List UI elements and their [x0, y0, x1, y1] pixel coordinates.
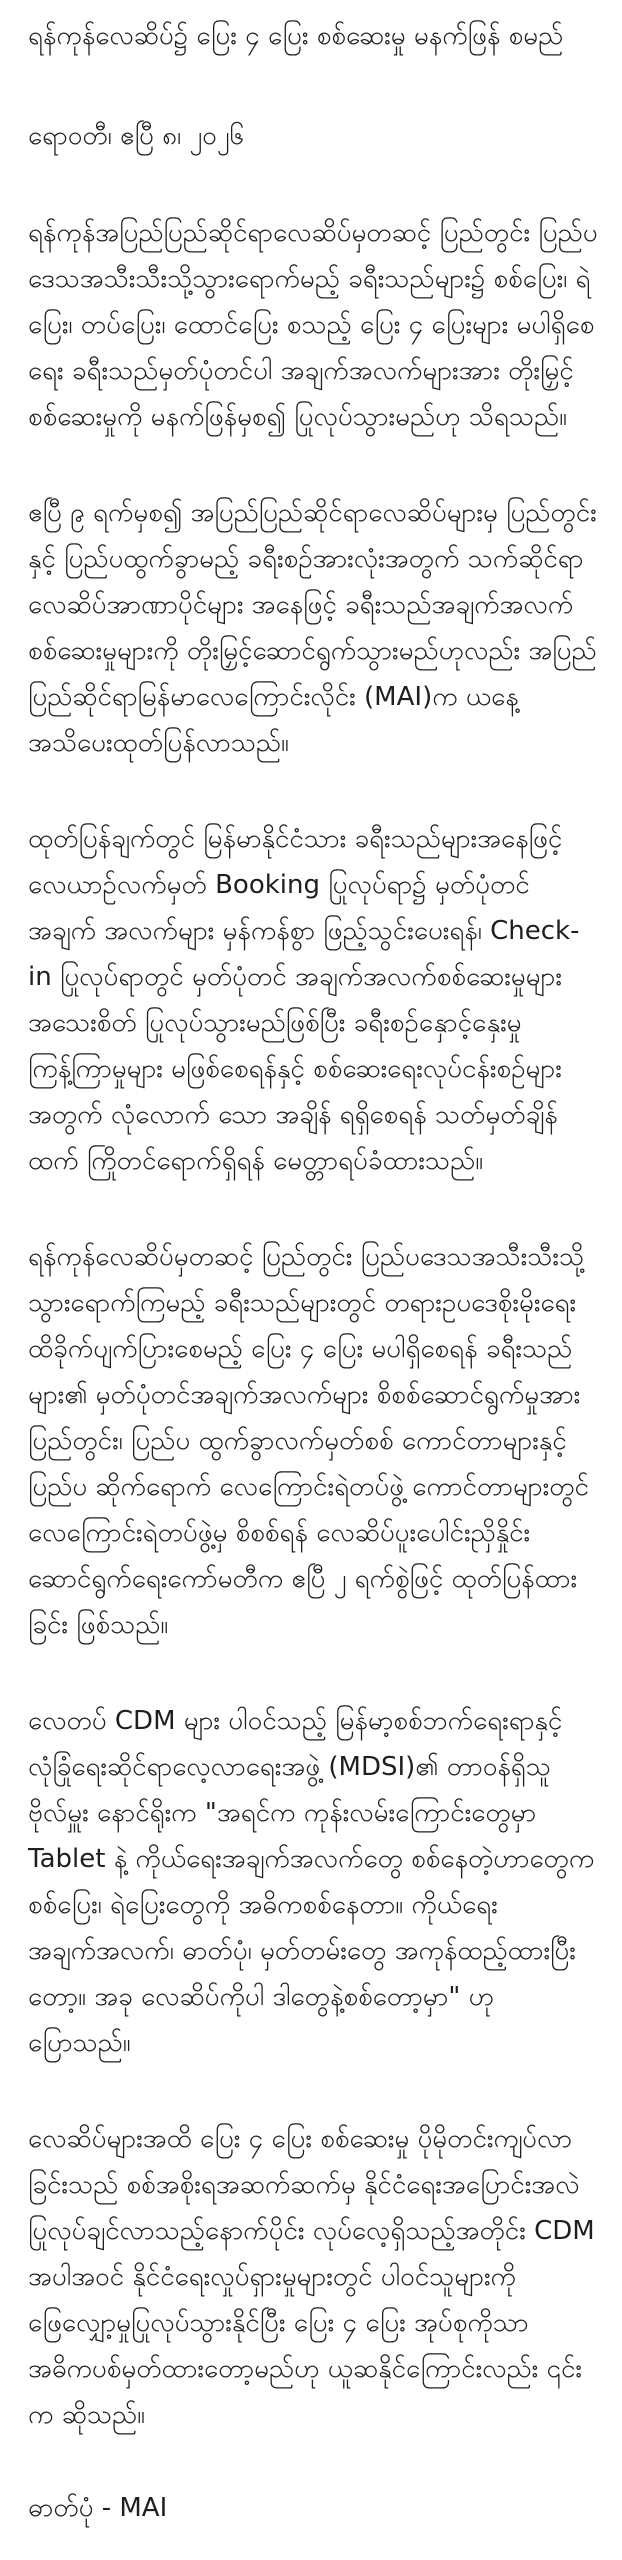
article-paragraph: လေတပ် CDM များ ပါဝင်သည့် မြန်မာ့စစ်ဘက်ရေးရာနှင့်လုံခြုံရေးဆိုင်ရာလေ့လာရေးအဖွဲ့ (MDSI)၏ တာဝန်ရှိသူ ဗိုလ်မှူး နောင်ရိုးက "အရင်က ကုန်းလမ်းကြောင်းတွေမှာ Tablet နဲ့ ကိုယ်ရေးအချက်အလက်တွေ စစ်နေတဲ့ဟာတွေက စစ်ပြေး၊ ရဲပြေးတွေကို အဓိကစစ်နေတာ။ ကိုယ်ရေးအချက်အလက်၊ ဓာတ်ပုံ၊ မှတ်တမ်းတွေ အကုန်ထည့်ထားပြီးတော့။ အခု လေဆိပ်ကိုပါ ဒါတွေနဲ့စစ်တော့မှာ" ဟု ပြောသည်။: [28, 1706, 595, 2058]
photo-credit: ဓာတ်ပုံ - MAI: [28, 2493, 168, 2523]
article-paragraph: လေဆိပ်များအထိ ပြေး ၄ ပြေး စစ်ဆေးမှု ပိုမိုတင်းကျပ်လာခြင်းသည် စစ်အစိုးရအဆက်ဆက်မှ နိုင်ငံရေးအပြောင်းအလဲ ပြုလုပ်ချင်လာသည့်နောက်ပိုင်း လုပ်လေ့ရှိသည့်အတိုင်း CDM အပါအဝင် နိုင်ငံရေးလှုပ်ရှားမှုများတွင် ပါဝင်သူများကို ဖြေလျှော့မှုပြုလုပ်သွားနိုင်ပြီး ပြေး ၄ ပြေး အုပ်စုကိုသာ အဓိကပစ်မှတ်ထားတော့မည်ဟု ယူဆနိုင်ကြောင်းလည်း ၎င်းက ဆိုသည်။: [28, 2124, 595, 2430]
article-dateline: ရောဝတီ၊ ဧပြီ ၈၊ ၂၀၂၆: [28, 121, 245, 151]
article-paragraph: ထုတ်ပြန်ချက်တွင် မြန်မာနိုင်ငံသား ခရီးသည်များအနေဖြင့် လေယာဉ်လက်မှတ် Booking ပြုလုပ်ရာ၌ မှတ်ပုံတင် အချက် အလက်များ မှန်ကန်စွာ ဖြည့်သွင်းပေးရန်၊ Check-in ပြုလုပ်ရာတွင် မှတ်ပုံတင် အချက်အလက်စစ်ဆေးမှုများ အသေးစိတ် ပြုလုပ်သွားမည်ဖြစ်ပြီး ခရီးစဉ်နှောင့်နှေးမှုကြန့်ကြာမှုများ မဖြစ်စေရန်နှင့် စစ်ဆေးရေးလုပ်ငန်းစဉ်များအတွက် လုံလောက် သော အချိန် ရရှိစေရန် သတ်မှတ်ချိန်ထက် ကြိုတင်ရောက်ရှိရန် မေတ္တာရပ်ခံထားသည်။: [28, 824, 580, 1176]
article-paragraph: ရန်ကုန်လေဆိပ်မှတဆင့် ပြည်တွင်း ပြည်ပဒေသအသီးသီးသို့ သွားရောက်ကြမည့် ခရီးသည်များတွင် တရားဥပဒေစိုးမိုးရေး ထိခိုက်ပျက်ပြားစေမည့် ပြေး ၄ ပြေး မပါရှိစေရန် ခရီးသည်များ၏ မှတ်ပုံတင်အချက်အလက်များ စိစစ်ဆောင်ရွက်မှုအား ပြည်တွင်း၊ ပြည်ပ ထွက်ခွာလက်မှတ်စစ် ကောင်တာများနှင့် ပြည်ပ ဆိုက်ရောက် လေကြောင်းရဲတပ်ဖွဲ့ ကောင်တာများတွင် လေကြောင်းရဲတပ်ဖွဲ့မှ စိစစ်ရန် လေဆိပ်ပူးပေါင်းညှိနှိုင်းဆောင်ရွက်ရေးကော်မတီက ဧပြီ ၂ ရက်စွဲဖြင့် ထုတ်ပြန်ထားခြင်း ဖြစ်သည်။: [28, 1242, 589, 1640]
article-paragraph: ဧပြီ ၉ ရက်မှစ၍ အပြည်ပြည်ဆိုင်ရာလေဆိပ်များမှ ပြည်တွင်းနှင့် ပြည်ပထွက်ခွာမည့် ခရီးစဉ်အားလုံးအတွက် သက်ဆိုင်ရာ လေဆိပ်အာဏာပိုင်များ အနေဖြင့် ခရီးသည်အချက်အလက် စစ်ဆေးမှုများကို တိုးမြှင့်ဆောင်ရွက်သွားမည်ဟုလည်း အပြည်ပြည်ဆိုင်ရာမြန်မာလေကြောင်းလိုင်း (MAI)က ယနေ့ အသိပေးထုတ်ပြန်လာသည်။: [28, 498, 597, 758]
article-paragraph: ရန်ကုန်အပြည်ပြည်ဆိုင်ရာလေဆိပ်မှတဆင့် ပြည်တွင်း ပြည်ပ ဒေသအသီးသီးသို့သွားရောက်မည့် ခရီးသည်များ၌ စစ်ပြေး၊ ရဲပြေး၊ တပ်ပြေး၊ ထောင်ပြေး စသည့် ပြေး ၄ ပြေးများ မပါရှိစေရေး ခရီးသည်မှတ်ပုံတင်ပါ အချက်အလက်များအား တိုးမြှင့်စစ်ဆေးမှုကို မနက်ဖြန်မှစ၍ ပြုလုပ်သွားမည်ဟု သိရသည်။: [28, 218, 598, 432]
article-title: ရန်ကုန်လေဆိပ်၌ ပြေး ၄ ပြေး စစ်ဆေးမှု မနက်ဖြန် စမည်: [28, 21, 564, 51]
